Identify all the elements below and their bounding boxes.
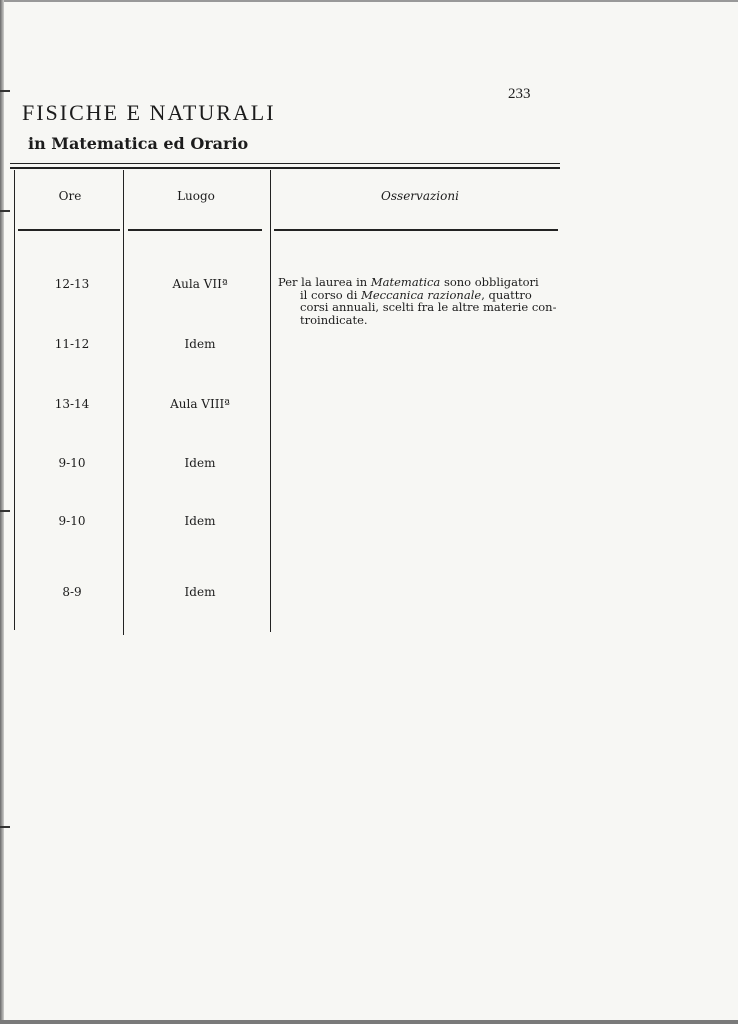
header-ore: Ore bbox=[58, 189, 82, 203]
scan-mark bbox=[0, 510, 10, 512]
scan-mark bbox=[0, 210, 10, 212]
observation-line-2: il corso di Meccanica razionale, quattro bbox=[300, 287, 532, 302]
row-3-luogo: Aula VIIIª bbox=[170, 397, 230, 411]
row-4-luogo: Idem bbox=[184, 456, 216, 470]
observation-line-3: corsi annuali, scelti fra le altre materie con- bbox=[300, 300, 557, 314]
table-top-rule bbox=[10, 163, 560, 164]
row-2-luogo: Idem bbox=[184, 337, 216, 351]
column-rule-ore-luogo bbox=[123, 170, 124, 635]
column-rule-left bbox=[14, 170, 15, 630]
row-2-ore: 11-12 bbox=[54, 337, 90, 351]
page-edge-top bbox=[0, 0, 738, 2]
scan-mark bbox=[0, 826, 10, 828]
row-1-ore: 12-13 bbox=[54, 277, 90, 291]
row-1-luogo: Aula VIIª bbox=[172, 277, 228, 291]
page-number: 233 bbox=[508, 86, 531, 102]
page-subheading: in Matematica ed Orario bbox=[28, 134, 249, 153]
observation-note bbox=[278, 276, 558, 326]
observation-line-4: troindicate. bbox=[300, 312, 368, 327]
column-rule-luogo-oss bbox=[270, 170, 271, 632]
table-top-rule-thick bbox=[10, 167, 560, 169]
header-rule-osservazioni bbox=[274, 229, 558, 231]
header-osservazioni: Osservazioni bbox=[381, 189, 459, 203]
row-4-ore: 9-10 bbox=[58, 456, 86, 470]
page-heading: FISICHE E NATURALI bbox=[22, 100, 276, 125]
header-luogo: Luogo bbox=[177, 189, 215, 203]
row-6-luogo: Idem bbox=[184, 585, 216, 599]
header-rule-ore bbox=[18, 229, 120, 231]
row-3-ore: 13-14 bbox=[54, 397, 90, 411]
page-edge-bottom bbox=[0, 1020, 738, 1024]
page-edge-left bbox=[0, 0, 4, 1024]
scan-mark bbox=[0, 90, 10, 92]
row-5-luogo: Idem bbox=[184, 514, 216, 528]
observation-line-1: Per la laurea in Matematica sono obbligatori bbox=[278, 275, 539, 289]
row-5-ore: 9-10 bbox=[58, 514, 86, 528]
header-rule-luogo bbox=[128, 229, 262, 231]
row-6-ore: 8-9 bbox=[62, 585, 82, 599]
